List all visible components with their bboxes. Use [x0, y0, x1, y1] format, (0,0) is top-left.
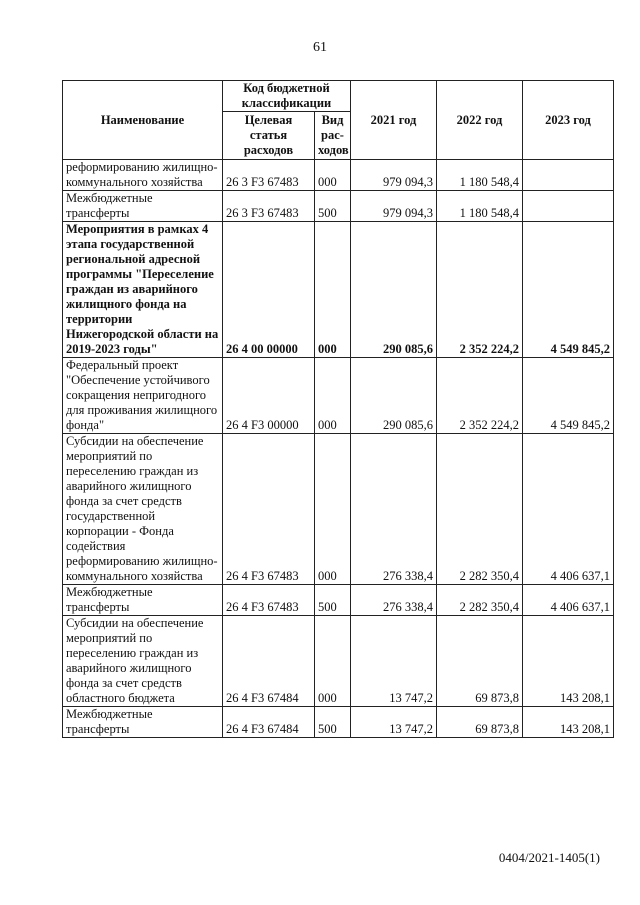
cell-expense-type: 500 [315, 191, 351, 222]
budget-table [62, 80, 614, 738]
cell-2023: 4 406 637,1 [523, 434, 614, 585]
cell-target-article: 26 4 F3 67483 [223, 585, 315, 616]
cell-2023 [523, 160, 614, 191]
cell-target-article: 26 3 F3 67483 [223, 191, 315, 222]
header-name: Наименование [63, 81, 223, 160]
cell-2022: 2 282 350,4 [437, 585, 523, 616]
header-expense-type: Вид рас-ходов [315, 112, 351, 160]
header-target-article: Целевая статья расходов [223, 112, 315, 160]
cell-2022: 2 352 224,2 [437, 358, 523, 434]
cell-2023 [523, 191, 614, 222]
cell-2021: 979 094,3 [351, 191, 437, 222]
cell-expense-type: 000 [315, 160, 351, 191]
cell-name: Субсидии на обеспечение мероприятий по переселению граждан из аварийного жилищного фонда за счет средств государственной корпорации - Фонда содействия реформированию жилищно-коммунального хозяйства [63, 434, 223, 585]
cell-target-article: 26 4 00 00000 [223, 222, 315, 358]
cell-name: Мероприятия в рамках 4 этапа государственной региональной адресной программы "Переселение граждан из аварийного жилищного фонда на территории Нижегородской области на 2019-2023 годы" [63, 222, 223, 358]
cell-2022: 2 352 224,2 [437, 222, 523, 358]
cell-2022: 69 873,8 [437, 707, 523, 738]
cell-target-article: 26 3 F3 67483 [223, 160, 315, 191]
cell-2022: 2 282 350,4 [437, 434, 523, 585]
table-row [63, 191, 614, 222]
cell-expense-type: 500 [315, 707, 351, 738]
table-row [63, 707, 614, 738]
cell-2021: 290 085,6 [351, 222, 437, 358]
cell-2023: 4 406 637,1 [523, 585, 614, 616]
cell-name: Межбюджетные трансферты [63, 707, 223, 738]
header-2021: 2021 год [351, 81, 437, 160]
cell-2023: 4 549 845,2 [523, 358, 614, 434]
cell-2023: 4 549 845,2 [523, 222, 614, 358]
cell-2022: 1 180 548,4 [437, 191, 523, 222]
table-row [63, 616, 614, 707]
table-row [63, 222, 614, 358]
page-number: 61 [313, 40, 327, 55]
table-row [63, 434, 614, 585]
table-row [63, 358, 614, 434]
cell-2022: 1 180 548,4 [437, 160, 523, 191]
table-body [63, 160, 614, 738]
header-2022: 2022 год [437, 81, 523, 160]
cell-2021: 276 338,4 [351, 434, 437, 585]
cell-name: Субсидии на обеспечение мероприятий по переселению граждан из аварийного жилищного фонда за счет средств областного бюджета [63, 616, 223, 707]
cell-expense-type: 500 [315, 585, 351, 616]
table-row [63, 160, 614, 191]
cell-name: Федеральный проект "Обеспечение устойчивого сокращения непригодного для проживания жилищного фонда" [63, 358, 223, 434]
cell-2022: 69 873,8 [437, 616, 523, 707]
cell-name: реформированию жилищно-коммунального хозяйства [63, 160, 223, 191]
cell-2021: 276 338,4 [351, 585, 437, 616]
cell-2021: 13 747,2 [351, 616, 437, 707]
cell-target-article: 26 4 F3 00000 [223, 358, 315, 434]
cell-expense-type: 000 [315, 434, 351, 585]
cell-target-article: 26 4 F3 67484 [223, 707, 315, 738]
cell-2023: 143 208,1 [523, 616, 614, 707]
cell-expense-type: 000 [315, 222, 351, 358]
cell-name: Межбюджетные трансферты [63, 191, 223, 222]
document-code: 0404/2021-1405(1) [498, 850, 600, 865]
cell-target-article: 26 4 F3 67483 [223, 434, 315, 585]
cell-name: Межбюджетные трансферты [63, 585, 223, 616]
cell-2021: 290 085,6 [351, 358, 437, 434]
cell-target-article: 26 4 F3 67484 [223, 616, 315, 707]
cell-expense-type: 000 [315, 616, 351, 707]
cell-2021: 13 747,2 [351, 707, 437, 738]
header-2023: 2023 год [523, 81, 614, 160]
cell-2023: 143 208,1 [523, 707, 614, 738]
header-kbk-group: Код бюджетной классификации [223, 81, 351, 112]
cell-expense-type: 000 [315, 358, 351, 434]
table-row [63, 585, 614, 616]
cell-2021: 979 094,3 [351, 160, 437, 191]
